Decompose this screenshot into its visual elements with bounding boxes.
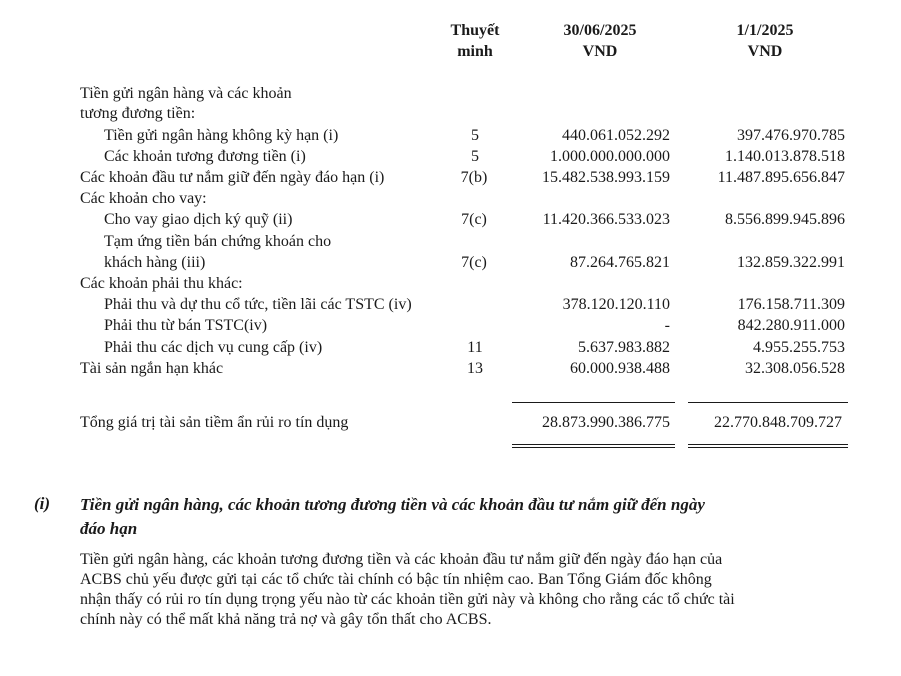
header-note-line2: minh — [457, 43, 493, 60]
header-col1-line1: 30/06/2025 — [563, 22, 637, 39]
row-value-2025-06: 15.482.538.993.159 — [542, 169, 670, 186]
row-note: 7(b) — [460, 169, 488, 186]
row-label: Các khoản cho vay: — [80, 190, 207, 207]
total-value-2025-01: 22.770.848.709.727 — [714, 414, 842, 431]
row-note: 7(c) — [461, 254, 487, 271]
total-double-rule-col1-b — [512, 447, 675, 448]
row-note: 5 — [471, 127, 479, 144]
row-value-2025-01: 32.308.056.528 — [745, 360, 845, 377]
row-value-2025-06: 87.264.765.821 — [570, 254, 670, 271]
row-value-2025-06: 60.000.938.488 — [570, 360, 670, 377]
header-col1-line2: VND — [582, 43, 618, 60]
section-paragraph — [80, 550, 840, 630]
header-col2-line1: 1/1/2025 — [736, 22, 794, 39]
row-label: Cho vay giao dịch ký quỹ (ii) — [104, 211, 293, 228]
header-col-30-06-2025 — [535, 20, 665, 62]
row-label: Các khoản tương đương tiền (i) — [104, 148, 306, 165]
row-value-2025-06: 1.000.000.000.000 — [550, 148, 670, 165]
header-col2-line2: VND — [747, 43, 783, 60]
row-label: Tiền gửi ngân hàng và các khoản — [80, 85, 292, 102]
row-value-2025-06: - — [664, 317, 670, 334]
header-note — [430, 20, 520, 62]
paragraph-line: Tiền gửi ngân hàng, các khoản tương đương tiền và các khoản đầu tư nắm giữ đến ngày đáo hạn của — [80, 551, 723, 568]
total-top-rule-col2 — [688, 402, 848, 403]
section-title-line2: đáo hạn — [80, 519, 138, 538]
row-label: Các khoản phải thu khác: — [80, 275, 243, 292]
row-note: 11 — [467, 339, 483, 356]
row-value-2025-01: 176.158.711.309 — [737, 296, 845, 313]
paragraph-line: nhận thấy có rủi ro tín dụng trọng yếu nào từ các khoản tiền gửi này và không cho rằng các tổ chức tài — [80, 591, 735, 608]
paragraph-line: ACBS chủ yếu được gửi tại các tổ chức tài chính có bậc tín nhiệm cao. Ban Tổng Giám đốc không — [80, 571, 712, 588]
section-marker: (i) — [34, 494, 51, 513]
header-col-1-1-2025 — [700, 20, 830, 62]
row-note: 7(c) — [461, 211, 487, 228]
row-label: Tạm ứng tiền bán chứng khoán cho — [104, 233, 332, 250]
row-value-2025-01: 11.487.895.656.847 — [717, 169, 845, 186]
row-label: Các khoản đầu tư nắm giữ đến ngày đáo hạn (i) — [80, 169, 385, 186]
total-top-rule-col1 — [512, 402, 675, 403]
total-label: Tổng giá trị tài sản tiềm ẩn rủi ro tín dụng — [80, 414, 349, 431]
row-value-2025-01: 4.955.255.753 — [753, 339, 845, 356]
total-double-rule-col1-a — [512, 444, 675, 445]
row-note: 13 — [467, 360, 483, 377]
row-label: khách hàng (iii) — [104, 254, 206, 271]
row-value-2025-01: 132.859.322.991 — [737, 254, 845, 271]
row-value-2025-01: 397.476.970.785 — [737, 127, 845, 144]
section-title — [80, 493, 705, 541]
row-label: Tài sản ngắn hạn khác — [80, 360, 224, 377]
section-title-line1: Tiền gửi ngân hàng, các khoản tương đương tiền và các khoản đầu tư nắm giữ đến ngày — [80, 495, 705, 514]
row-note: 5 — [471, 148, 479, 165]
row-value-2025-06: 440.061.052.292 — [562, 127, 670, 144]
paragraph-line: chính này có thể mất khả năng trả nợ và gây tổn thất cho ACBS. — [80, 611, 492, 628]
row-label: tương đương tiền: — [80, 105, 196, 122]
row-value-2025-01: 8.556.899.945.896 — [725, 211, 845, 228]
total-double-rule-col2-b — [688, 447, 848, 448]
header-note-line1: Thuyết — [450, 22, 500, 39]
row-value-2025-06: 11.420.366.533.023 — [542, 211, 670, 228]
row-label: Phải thu và dự thu cổ tức, tiền lãi các TSTC (iv) — [104, 296, 412, 313]
row-value-2025-01: 842.280.911.000 — [737, 317, 845, 334]
total-double-rule-col2-a — [688, 444, 848, 445]
row-label: Phải thu từ bán TSTC(iv) — [104, 317, 268, 334]
row-label: Phải thu các dịch vụ cung cấp (iv) — [104, 339, 323, 356]
row-value-2025-06: 5.637.983.882 — [578, 339, 670, 356]
row-label: Tiền gửi ngân hàng không kỳ hạn (i) — [104, 127, 339, 144]
total-value-2025-06: 28.873.990.386.775 — [542, 414, 670, 431]
row-value-2025-01: 1.140.013.878.518 — [725, 148, 845, 165]
row-value-2025-06: 378.120.120.110 — [562, 296, 670, 313]
